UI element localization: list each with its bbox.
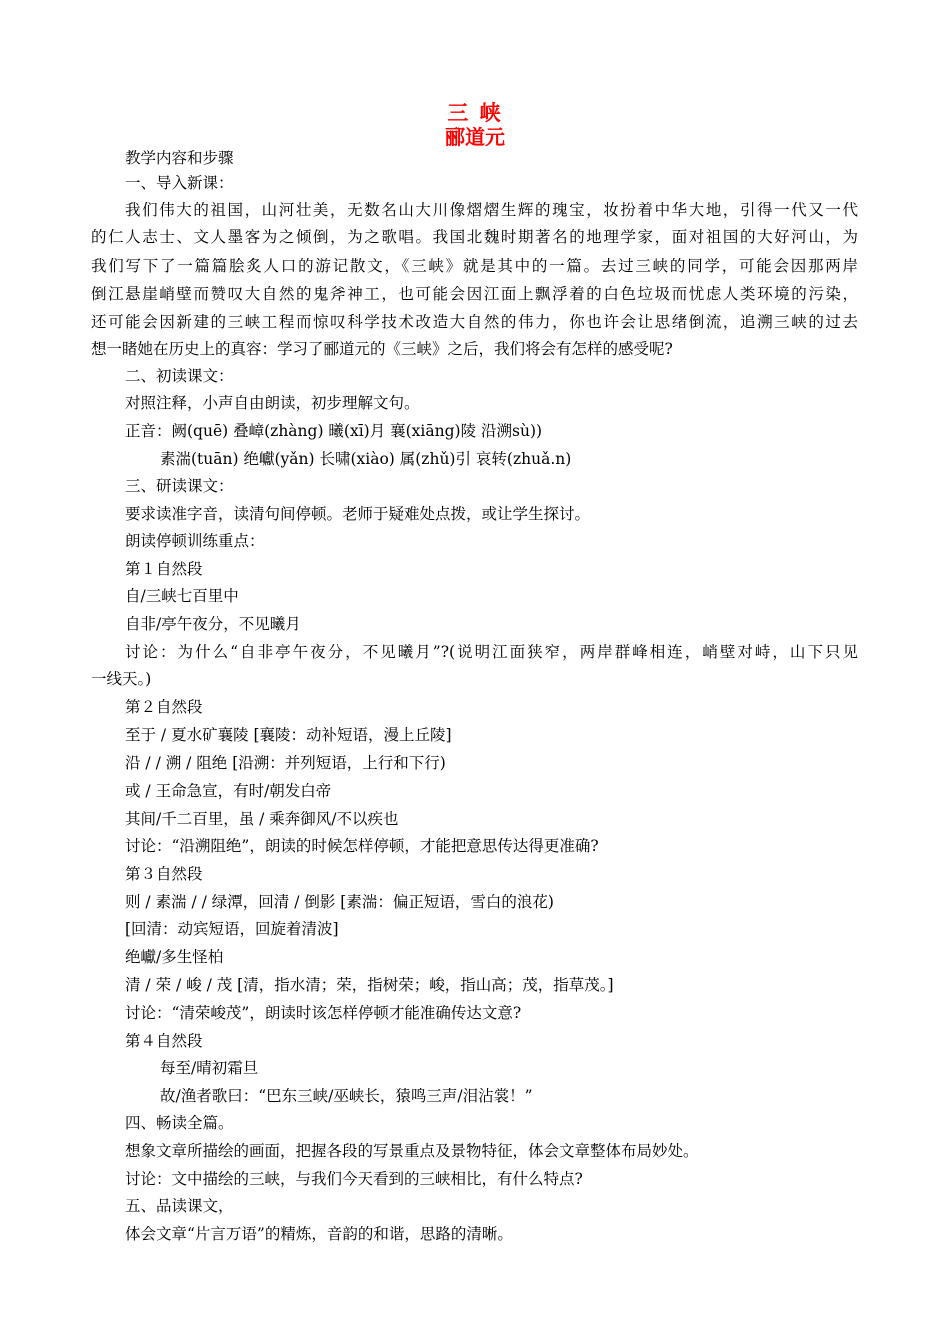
text-line: 倒江悬崖峭壁而赞叹大自然的鬼斧神工，也可能会因江面上飘浮着的白色垃圾而忧虑人类环境的污染， [91, 285, 858, 303]
text-line: 一线天。) [91, 670, 152, 688]
text-line: 我们写下了一篇篇脍炙人口的游记散文，《三峡》就是其中的一篇。去过三峡的同学，可能会因那两岸 [91, 257, 858, 275]
text-line: 其间/千二百里，虽 / 乘奔御风/不以疾也 [125, 810, 399, 828]
text-line: 对照注释，小声自由朗读，初步理解文句。 [125, 394, 420, 412]
text-line: 的仁人志士、文人墨客为之倾倒，为之歌唱。我国北魏时期著名的地理学家，面对祖国的大好河山，为 [91, 228, 858, 246]
text-line: [回清：动宾短语，回旋着清波] [125, 920, 339, 938]
text-line: 每至/晴初霜旦 [160, 1059, 259, 1077]
text-line: 则 / 素湍 / / 绿潭，回清 / 倒影 [素湍：偏正短语，雪白的浪花) [125, 893, 554, 911]
text-line: 讨论：“清荣峻茂”，朗读时该怎样停顿才能准确传达文意? [125, 1004, 522, 1022]
text-line: 故/渔者歌曰：“巴东三峡/巫峡长，猿鸣三声/泪沾裳！” [160, 1087, 533, 1105]
text-line: 一、导入新课： [125, 174, 234, 192]
document-title: 三 峡 [447, 101, 503, 125]
text-line: 沿 / / 溯 / 阻绝 [沿溯：并列短语，上行和下行) [125, 754, 446, 772]
text-line: 至于 / 夏水矿襄陵 [襄陵：动补短语，漫上丘陵] [125, 726, 452, 744]
text-line: 想象文章所描绘的画面，把握各段的写景重点及景物特征，体会文章整体布局妙处。 [125, 1142, 699, 1160]
text-line: 正音：阙(quē) 叠嶂(zhàng) 曦(xī)月 襄(xiāng)陵 沿溯sù)) [125, 422, 543, 440]
document-author: 郦道元 [445, 125, 505, 149]
text-line: 自/三峡七百里中 [125, 587, 239, 605]
text-line: 四、畅读全篇。 [125, 1114, 234, 1132]
text-line: 还可能会因新建的三峡工程而惊叹科学技术改造大自然的伟力，你也许会让思绪倒流，追溯三峡的过去 [91, 313, 858, 331]
text-line: 朗读停顿训练重点： [125, 532, 265, 550]
text-line: 第１自然段 [125, 560, 203, 578]
text-line: 讨论：“沿溯阻绝”，朗读的时候怎样停顿，才能把意思传达得更准确? [125, 837, 599, 855]
text-line: 第４自然段 [125, 1032, 203, 1050]
text-line: 要求读准字音，读清句间停顿。老师于疑难处点拨，或让学生探讨。 [125, 505, 591, 523]
text-line: 教学内容和步骤 [125, 149, 234, 167]
text-line: 想一睹她在历史上的真容：学习了郦道元的《三峡》之后，我们将会有怎样的感受呢? [91, 340, 673, 358]
text-line: 二、初读课文： [125, 367, 234, 385]
text-line: 第２自然段 [125, 698, 203, 716]
text-line: 三、研读课文： [125, 477, 234, 495]
text-line: 体会文章“片言万语”的精炼，音韵的和谐，思路的清晰。 [125, 1225, 513, 1243]
text-line: 自非/亭午夜分，不见曦月 [125, 615, 301, 633]
text-line: 素湍(tuān) 绝巘(yǎn) 长啸(xiào) 属(zhǔ)引 哀转(zhuǎ.n) [160, 450, 572, 468]
text-line: 讨论：为什么“自非亭午夜分，不见曦月”?(说明江面狭窄，两岸群峰相连，峭壁对峙，山下只见 [125, 643, 858, 661]
text-line: 讨论：文中描绘的三峡，与我们今天看到的三峡相比，有什么特点? [125, 1170, 583, 1188]
text-line: 清 / 荣 / 峻 / 茂 [清，指水清；荣，指树荣；峻，指山高；茂，指草茂。] [125, 976, 614, 994]
text-line: 我们伟大的祖国，山河壮美，无数名山大川像熠熠生辉的瑰宝，妆扮着中华大地，引得一代又一代 [125, 201, 858, 219]
text-line: 五、品读课文， [125, 1197, 234, 1215]
text-line: 第３自然段 [125, 865, 203, 883]
text-line: 或 / 王命急宣，有时/朝发白帝 [125, 782, 332, 800]
text-line: 绝巘/多生怪柏 [125, 948, 224, 966]
